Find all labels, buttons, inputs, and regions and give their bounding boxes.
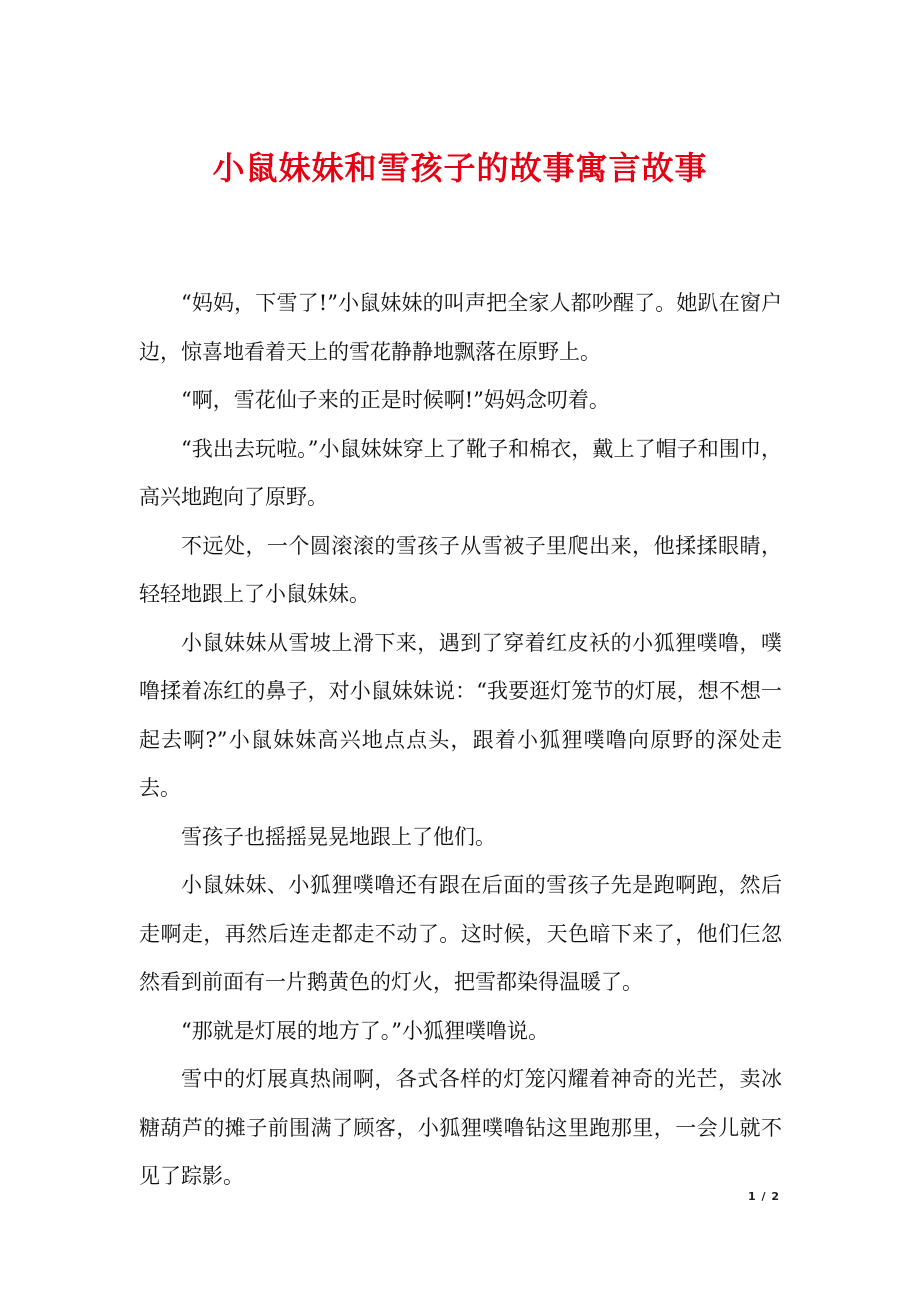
paragraph: 雪孩子也摇摇晃晃地跟上了他们。: [181, 824, 496, 849]
page-number: 1 / 2: [748, 1190, 780, 1203]
paragraph: 小鼠妹妹、小狐狸噗噜还有跟在后面的雪孩子先是跑啊跑，然后走啊走，再然后连走都走不动了。这时候，天色暗下来了，他们仨忽然看到前面有一片鹅黄色的灯火，把雪都染得温暖了。: [139, 873, 782, 994]
paragraph: “我出去玩啦。”小鼠妹妹穿上了靴子和棉衣，戴上了帽子和围巾，高兴地跑向了原野。: [139, 436, 782, 509]
paragraph: 雪中的灯展真热闹啊，各式各样的灯笼闪耀着神奇的光芒，卖冰糖葫芦的摊子前围满了顾客，小狐狸噗噜钻这里跑那里，一会儿就不见了踪影。: [139, 1067, 782, 1188]
paragraph: 不远处，一个圆滚滚的雪孩子从雪被子里爬出来，他揉揉眼睛，轻轻地跟上了小鼠妹妹。: [139, 533, 782, 606]
paragraph: 小鼠妹妹从雪坡上滑下来，遇到了穿着红皮袄的小狐狸噗噜，噗噜揉着冻红的鼻子，对小鼠妹妹说：“我要逛灯笼节的灯展，想不想一起去啊?”小鼠妹妹高兴地点点头，跟着小狐狸噗噜向原野的深处走去。: [139, 630, 782, 800]
paragraph: “妈妈，下雪了!”小鼠妹妹的叫声把全家人都吵醒了。她趴在窗户边，惊喜地看着天上的雪花静静地飘落在原野上。: [139, 291, 782, 364]
paragraph: “那就是灯展的地方了。”小狐狸噗噜说。: [181, 1018, 549, 1043]
paragraph: “啊，雪花仙子来的正是时候啊!”妈妈念叨着。: [181, 388, 610, 412]
document-title: 小鼠妹妹和雪孩子的故事寓言故事: [212, 149, 708, 187]
document-body: [139, 279, 782, 1201]
